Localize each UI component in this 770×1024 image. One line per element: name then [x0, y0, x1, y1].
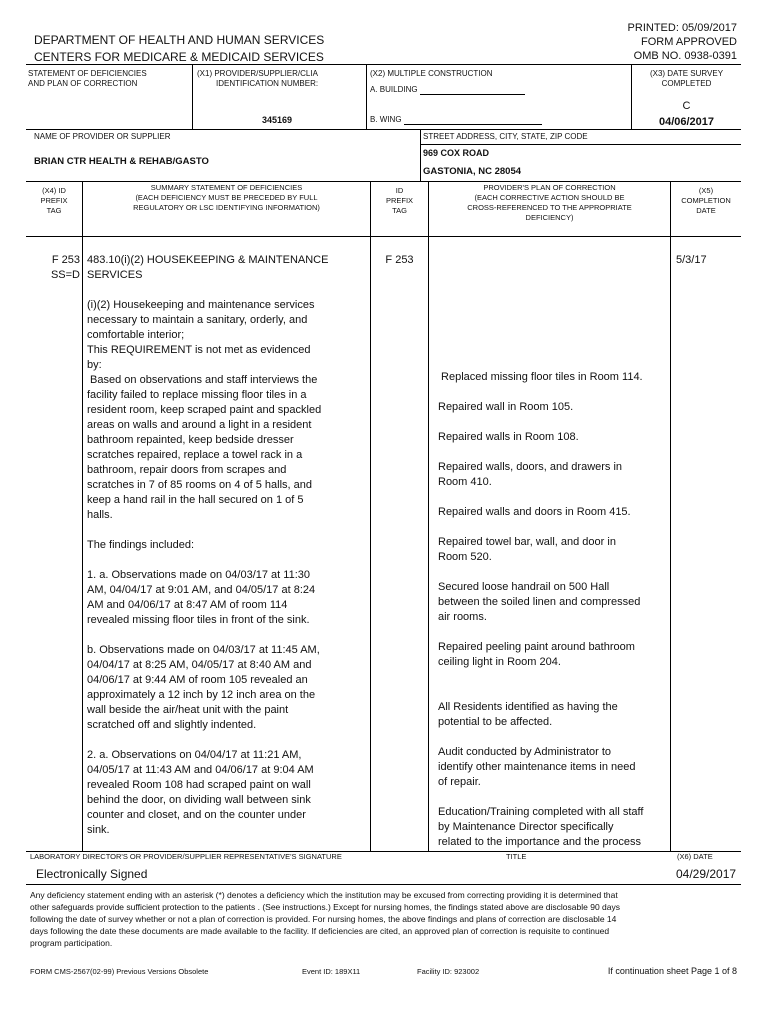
printed-date: PRINTED: 05/09/2017: [627, 22, 737, 34]
rule: [82, 181, 83, 851]
plan-item: Repaired walls and doors in Room 415.: [438, 506, 631, 518]
plan-item: Replaced missing floor tiles in Room 114.: [438, 371, 643, 383]
plan-item: Repaired towel bar, wall, and door in Room 520.: [438, 536, 616, 563]
disclaimer: Any deficiency statement ending with an asterisk (*) denotes a deficiency which the institution may be excused from correcting providing it is determined that other safeguards provide sufficient protection to the patients . (See instructions.) Except for nursing homes, the findings stated above are disclosable 90 days following the date of survey whether or not a plan of correction is provided. For nursing homes, the above findings and plans of correction are disclosable 14 days following the date these documents are made available to the facility. If deficiencies are cited, an approved plan of correction is requisite to continued program participation.: [30, 890, 620, 948]
plan-item: Secured loose handrail on 500 Hall between the soiled linen and compressed air rooms.: [438, 581, 641, 623]
facility-id: Facility ID: 923002: [417, 967, 480, 976]
plan-header: PROVIDER'S PLAN OF CORRECTION (EACH CORRECTIVE ACTION SHOULD BE CROSS-REFERENCED TO THE APPROPRIATE DEFICIENCY): [467, 183, 632, 222]
date-survey-label: (X3) DATE SURVEY COMPLETED: [649, 69, 724, 88]
plan-item: All Residents identified as having the potential to be affected.: [438, 701, 618, 728]
multiple-construction-label: (X2) MULTIPLE CONSTRUCTION: [370, 69, 493, 78]
wing-field: B. WING: [370, 115, 542, 125]
x4-header: (X4) ID PREFIX TAG: [40, 186, 68, 215]
statement-label: STATEMENT OF DEFICIENCIES AND PLAN OF CORRECTION: [28, 69, 147, 88]
department-title: DEPARTMENT OF HEALTH AND HUMAN SERVICES: [34, 33, 325, 47]
rule: [26, 236, 741, 237]
rule: [670, 181, 671, 851]
title-label: TITLE: [506, 852, 527, 861]
plan-item: Education/Training completed with all staff by Maintenance Director specifically related to the importance and the process: [438, 806, 644, 848]
deficiency-tag: F 253 SS=D: [50, 254, 80, 281]
x5-header: (X5) COMPLETION DATE: [681, 186, 731, 215]
provider-name-label: NAME OF PROVIDER OR SUPPLIER: [34, 132, 171, 141]
survey-letter: C: [682, 100, 691, 112]
finding-1b: b. Observations made on 04/03/17 at 11:45 AM, 04/04/17 at 8:25 AM, 04/05/17 at 8:40 AM and 04/06/17 at 9:44 AM of room 105 revealed an approximately a 12 inch by 12 inch area on the wall beside the air/heat unit with the paint scratched off and slightly indented.: [87, 644, 320, 731]
event-id: Event ID: 189X11: [302, 967, 361, 976]
deficiency-title: 483.10(i)(2) HOUSEKEEPING & MAINTENANCE SERVICES: [87, 254, 329, 281]
survey-date: 04/06/2017: [658, 116, 715, 128]
address-street: 969 COX ROAD: [423, 148, 490, 158]
omb-number: OMB NO. 0938-0391: [633, 50, 737, 62]
requirement-paragraph: (i)(2) Housekeeping and maintenance services necessary to maintain a sanitary, orderly, and comfortable interior; This REQUIREMENT is not met as evidenced by: Based on observations and staff interviews the facility failed to replace missing floor tiles in a resident room, keep scraped paint and spackled areas on walls and around a light in a resident bathroom repainted, keep bedside dresser scratches repaired, replace a towel rack in a bathroom, repair doors from scrapes and scratches in 7 of 85 rooms on 4 of 5 halls, and keep a hand rail in the hall secured on 1 of 5 halls.: [87, 299, 322, 521]
plan-item: Repaired peeling paint around bathroom ceiling light in Room 204.: [438, 641, 635, 668]
agency-title: CENTERS FOR MEDICARE & MEDICAID SERVICES: [34, 50, 324, 64]
rule: [420, 129, 421, 181]
address-city: GASTONIA, NC 28054: [423, 166, 522, 177]
rule: [26, 64, 741, 65]
rule: [370, 181, 371, 851]
rule: [420, 144, 741, 145]
plan-tag: F 253: [385, 254, 414, 266]
summary-text: [87, 253, 367, 853]
plan-item: Repaired walls, doors, and drawers in Room 410.: [438, 461, 623, 488]
summary-header: SUMMARY STATEMENT OF DEFICIENCIES (EACH DEFICIENCY MUST BE PRECEDED BY FULL REGULATORY OR LSC IDENTIFYING INFORMATION): [133, 183, 320, 212]
plan-item: Repaired walls in Room 108.: [438, 431, 579, 443]
findings-intro: The findings included:: [87, 539, 195, 551]
address-label: STREET ADDRESS, CITY, STATE, ZIP CODE: [423, 132, 588, 141]
rule: [428, 181, 429, 851]
rule: [26, 181, 741, 182]
building-field: A. BUILDING: [370, 85, 525, 95]
signature-date: 04/29/2017: [676, 867, 737, 881]
finding-1a: 1. a. Observations made on 04/03/17 at 11:30 AM, 04/04/17 at 9:01 AM, and 04/05/17 at 8:24 AM and 04/06/17 at 8:47 AM of room 114 revealed missing floor tiles in front of the sink.: [87, 569, 316, 626]
rule: [26, 884, 741, 885]
signature-label: LABORATORY DIRECTOR'S OR PROVIDER/SUPPLIER REPRESENTATIVE'S SIGNATURE: [30, 852, 342, 861]
finding-2a: 2. a. Observations on 04/04/17 at 11:21 AM, 04/05/17 at 11:43 AM and 04/06/17 at 9:04 AM revealed Room 108 had scraped paint on wall behind the door, on dividing wall between sink counter and closet, and on the counter under sink.: [87, 749, 314, 836]
rule: [192, 64, 193, 129]
provider-id: 345169: [262, 115, 293, 125]
x1-label: (X1) PROVIDER/SUPPLIER/CLIA IDENTIFICATION NUMBER:: [197, 69, 319, 88]
form-number: FORM CMS-2567(02-99) Previous Versions Obsolete: [30, 967, 209, 976]
completion-date: 5/3/17: [676, 254, 707, 266]
plan-item: Audit conducted by Administrator to identify other maintenance items in need of repair.: [438, 746, 636, 788]
rule: [366, 64, 367, 129]
plan-text: [438, 370, 670, 865]
id-header: ID PREFIX TAG: [385, 186, 414, 215]
provider-name: BRIAN CTR HEALTH & REHAB/GASTO: [34, 156, 209, 167]
form-approved: FORM APPROVED: [641, 36, 737, 48]
rule: [26, 129, 741, 130]
signature-value: Electronically Signed: [36, 867, 148, 881]
plan-item: Repaired wall in Room 105.: [438, 401, 574, 413]
signature-date-label: (X6) DATE: [677, 852, 713, 861]
page-indicator: If continuation sheet Page 1 of 8: [607, 966, 737, 976]
